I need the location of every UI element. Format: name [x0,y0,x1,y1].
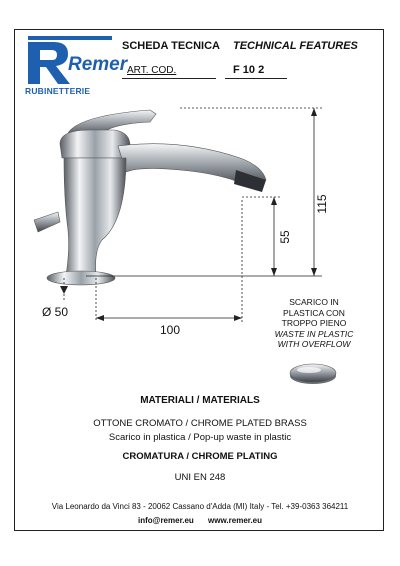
faucet-image [34,110,266,285]
code-underline [225,78,287,79]
art-code-value: F 10 2 [233,64,265,76]
materials-line-brass: OTTONE CROMATO / CHROME PLATED BRASS [93,418,307,429]
website-link[interactable]: www.remer.eu [208,516,262,525]
waste-it-line1: SCARICO IN [289,297,339,307]
logo-text: Remer [68,54,128,75]
email-link[interactable]: info@remer.eu [137,516,194,525]
waste-it-line3: TROPPO PIENO [281,318,347,328]
waste-cap-image [288,358,338,388]
materials-line-plating: CROMATURA / CHROME PLATING [122,451,278,462]
waste-description [264,297,364,350]
reach-label: 100 [159,323,181,337]
art-cod-label: ART. COD. [127,65,177,76]
contact-links [0,516,400,525]
spout-height-label: 55 [278,230,292,244]
waste-it-line2: PLASTICA CON [283,307,345,318]
waste-en-line1: WASTE IN PLASTIC [274,328,354,339]
height-total-label: 115 [315,194,329,214]
company-address: Via Leonardo da Vinci 83 - 20062 Cassano d'Adda (MI) Italy - Tel. +39-0363 364211 [51,502,349,511]
waste-en-line2: WITH OVERFLOW [277,339,351,349]
logo-subtitle: RUBINETTERIE [25,86,91,96]
art-underline [122,78,216,79]
base-diameter-label: Ø 50 [42,305,69,319]
materials-line-standard: UNI EN 248 [174,472,226,483]
scheda-tecnica-label: SCHEDA TECNICA [122,40,220,52]
technical-features-label: TECHNICAL FEATURES [233,40,358,52]
materials-line-waste: Scarico in plastica / Pop-up waste in plastic [108,432,292,443]
materials-title: MATERIALI / MATERIALS [140,395,260,406]
